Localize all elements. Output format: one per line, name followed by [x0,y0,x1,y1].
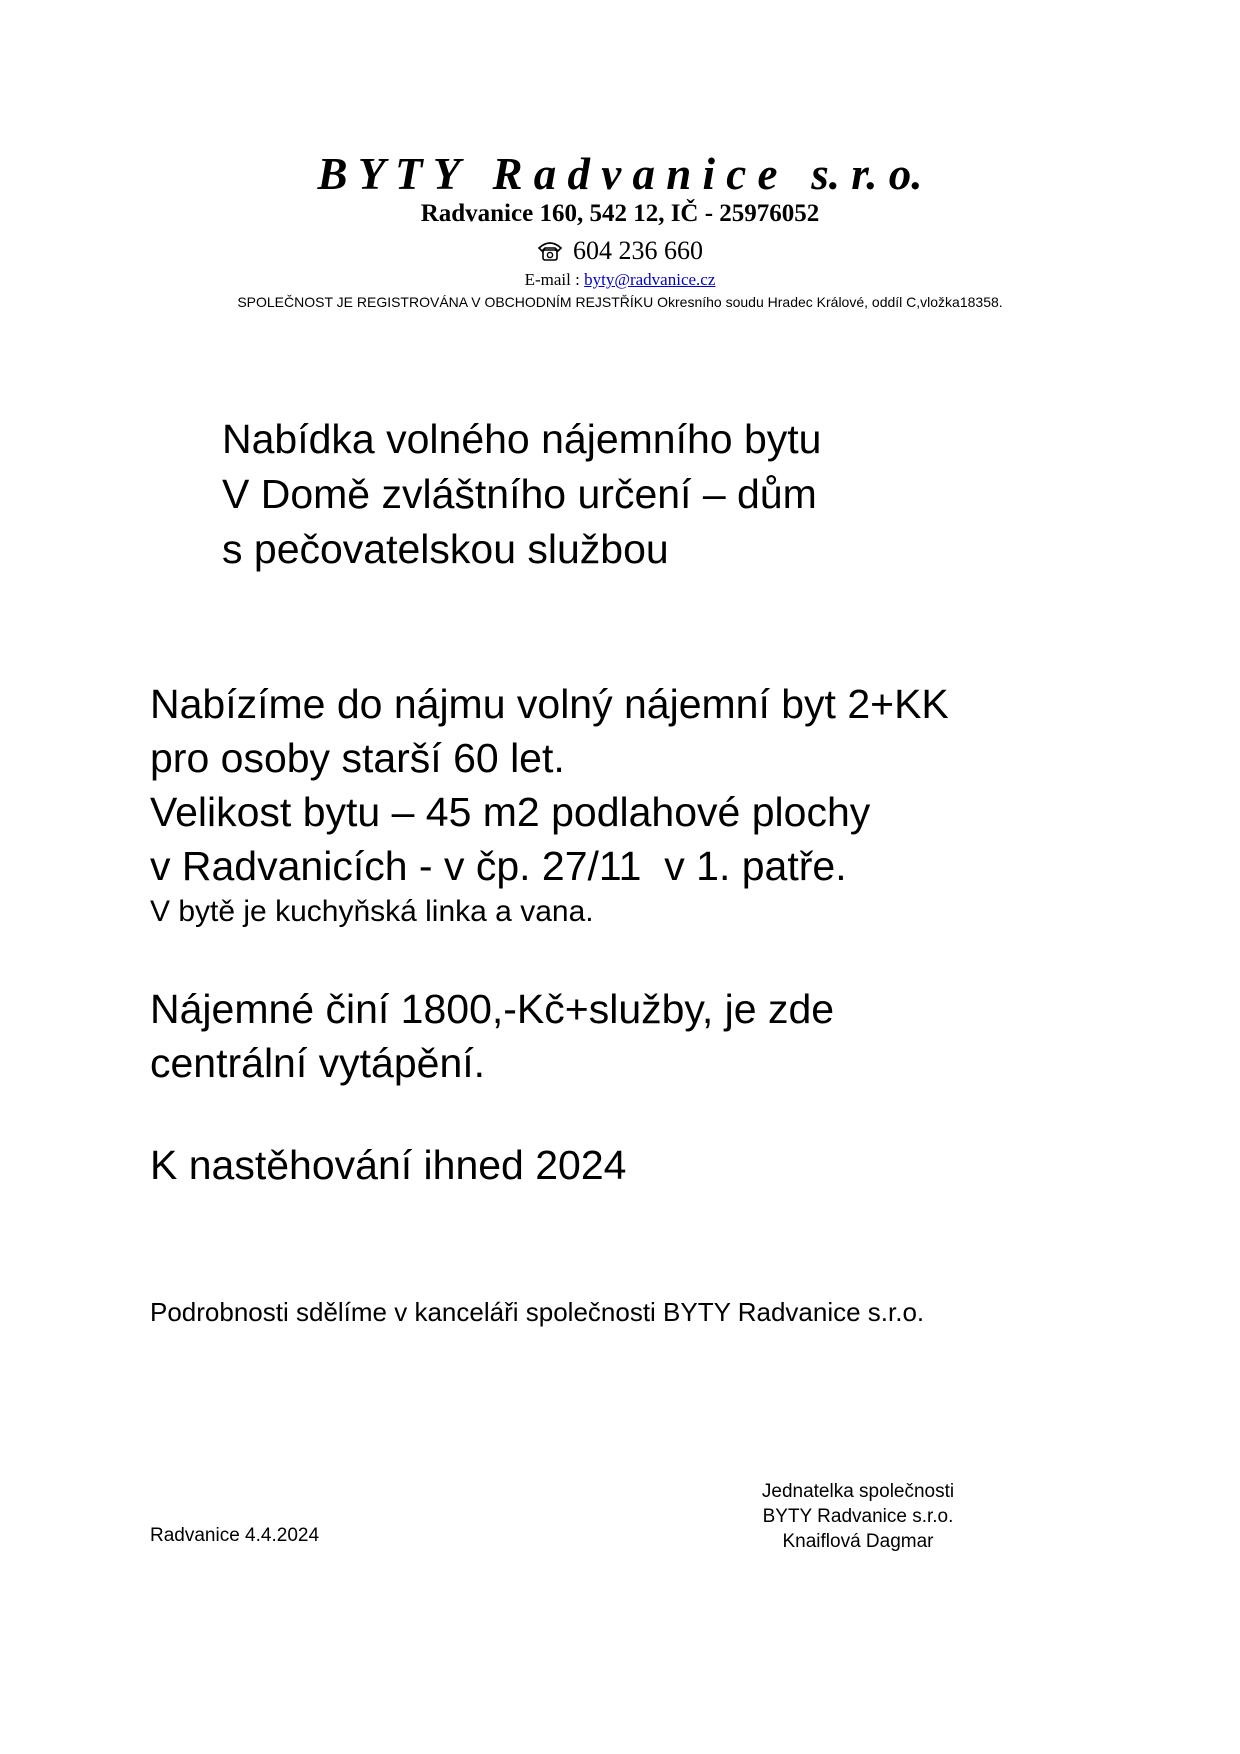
company-address: Radvanice 160, 542 12, IČ - 25976052 [420,200,820,227]
signature-line: Jednatelka společnosti [761,1481,955,1502]
details-note: Podrobnosti sdělíme v kanceláři společnosti BYTY Radvanice s.r.o. [150,1297,925,1327]
place-date: Radvanice 4.4.2024 [150,1525,320,1546]
registry-note: SPOLEČNOST JE REGISTROVÁNA V OBCHODNÍM REJSTŘÍKU Okresního soudu Hradec Králové, oddíl C,vložka18358. [237,294,1003,310]
offer-line: Nabízíme do nájmu volný nájemní byt 2+KK [150,681,949,727]
email-line [0,270,1240,290]
move-in-note: K nastěhování ihned 2024 [150,1142,627,1188]
offer-line: Velikost bytu – 45 m2 podlahové plochy [150,789,871,835]
equipment-note: V bytě je kuchyňská linka a vana. [150,895,594,928]
offer-title-line: V Domě zvláštního určení – dům [222,471,817,517]
offer-line: v Radvanicích - v čp. 27/11 v 1. patře. [150,843,847,889]
email-label: E-mail : [524,270,585,289]
phone-number: 604 236 660 [573,236,703,265]
signature-line: BYTY Radvanice s.r.o. [762,1506,954,1527]
offer-title [222,412,821,577]
email-link[interactable]: byty@radvanice.cz [584,270,716,289]
offer-title-line: s pečovatelskou službou [222,526,669,572]
company-name: B Y T Y R a d v a n i c e s. r. o. [317,149,923,199]
signature-block [708,1479,1008,1554]
rent-line: Nájemné činí 1800,-Kč+služby, je zde [150,986,835,1032]
rent-line: centrální vytápění. [150,1040,486,1086]
offer-line: pro osoby starší 60 let. [150,735,565,781]
phone-line [0,236,1240,269]
telephone-icon [537,239,563,269]
offer-title-line: Nabídka volného nájemního bytu [222,416,822,462]
signature-line: Knaiflová Dagmar [782,1531,934,1552]
